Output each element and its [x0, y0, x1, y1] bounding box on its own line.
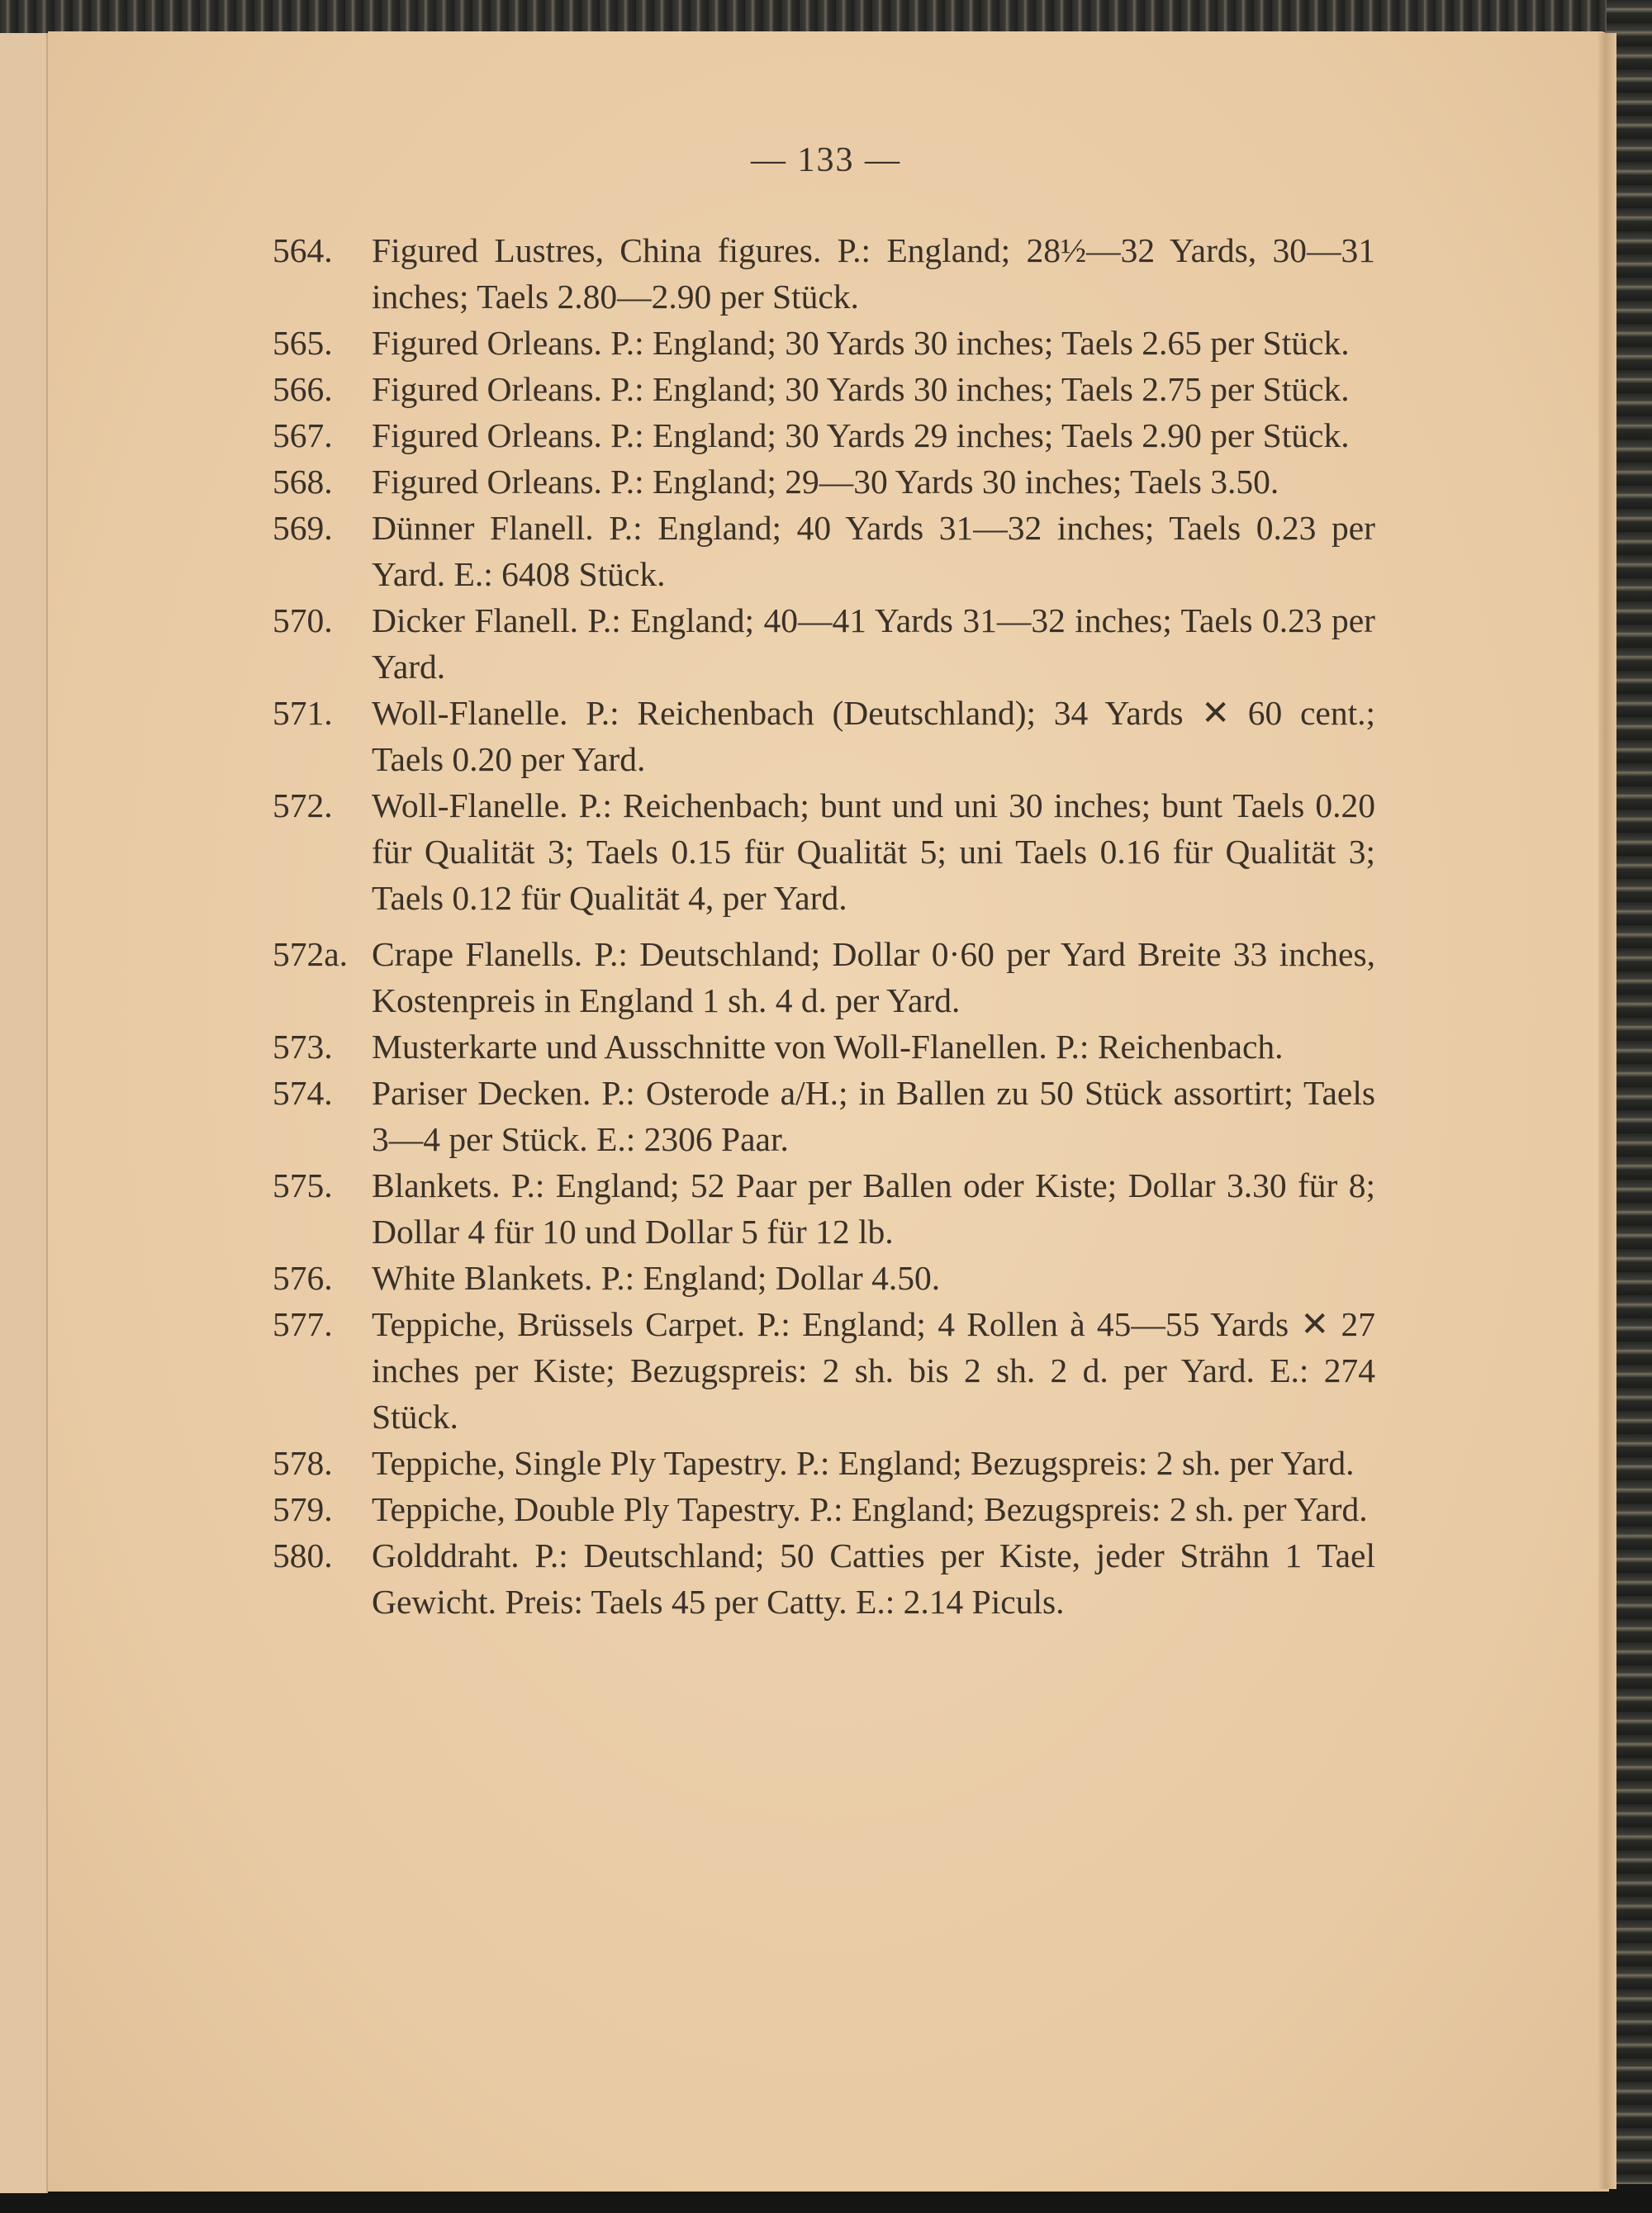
entry-number: 564.: [273, 231, 333, 269]
entry-number: 577.: [273, 1305, 333, 1343]
catalog-entry: [273, 227, 1375, 320]
entry-number: 572a.: [273, 935, 349, 973]
catalog-entry: [273, 1440, 1375, 1486]
entry-text: Figured Orleans. P.: England; 30 Yards 30 inches; Taels 2.75 per Stück.: [372, 370, 1350, 408]
entry-number: 579.: [273, 1490, 333, 1528]
entry-number: 574.: [273, 1074, 333, 1112]
entry-text: White Blankets. P.: England; Dollar 4.50.: [372, 1259, 941, 1297]
entry-number: 576.: [273, 1259, 333, 1297]
entry-number: 569.: [273, 509, 333, 547]
catalog-entry: [273, 458, 1375, 505]
entry-number: 567.: [273, 416, 333, 454]
catalog-entry: [273, 1070, 1375, 1162]
page-number: — 133 —: [751, 141, 901, 179]
catalog-entry: [273, 931, 1375, 1023]
entry-number: 565.: [273, 324, 333, 362]
entry-number: 571.: [273, 694, 333, 732]
entry-text: Figured Orleans. P.: England; 30 Yards 30 inches; Taels 2.65 per Stück.: [372, 324, 1350, 362]
catalog-entries: [273, 227, 1375, 1625]
catalog-entry: [273, 366, 1375, 412]
catalog-entry: [273, 1023, 1375, 1070]
entry-text: Dicker Flanell. P.: England; 40—41 Yards 31—32 inches; Taels 0.23 per Yard.: [372, 601, 1375, 686]
catalog-entry: [273, 690, 1375, 782]
entry-number: 568.: [273, 463, 333, 501]
entry-number: 578.: [273, 1444, 333, 1482]
catalog-entry: [273, 782, 1375, 921]
entry-text: Dünner Flanell. P.: England; 40 Yards 31—32 inches; Taels 0.23 per Yard. E.: 6408 Stück.: [372, 509, 1375, 593]
entry-text: Figured Orleans. P.: England; 29—30 Yards 30 inches; Taels 3.50.: [372, 463, 1279, 501]
entry-text: Woll-Flanelle. P.: Reichenbach (Deutschland); 34 Yards ✕ 60 cent.; Taels 0.20 per Yard.: [372, 694, 1375, 778]
entry-text: Pariser Decken. P.: Osterode a/H.; in Ballen zu 50 Stück assortirt; Taels 3—4 per Stück. E.: 2306 Paar.: [372, 1074, 1375, 1158]
entry-number: 580.: [273, 1536, 333, 1574]
catalog-entry: [273, 412, 1375, 458]
entry-number: 566.: [273, 370, 333, 408]
entry-text: Blankets. P.: England; 52 Paar per Ballen oder Kiste; Dollar 3.30 für 8; Dollar 4 für 10 und Dollar 5 für 12 lb.: [372, 1166, 1375, 1251]
entry-text: Crape Flanells. P.: Deutschland; Dollar 0·60 per Yard Breite 33 inches, Kostenpreis in England 1 sh. 4 d. per Yard.: [372, 935, 1375, 1019]
entry-text: Figured Lustres, China figures. P.: England; 28½—32 Yards, 30—31 inches; Taels 2.80—2.90 per Stück.: [372, 231, 1375, 316]
previous-page-edge: [0, 33, 48, 2193]
catalog-entry: [273, 320, 1375, 366]
catalog-entry: [273, 1301, 1375, 1440]
entry-number: 573.: [273, 1028, 333, 1066]
entry-number: 572.: [273, 786, 333, 824]
catalog-entry: [273, 1162, 1375, 1255]
page-stack-edge: [1598, 33, 1616, 2189]
entry-text: Teppiche, Brüssels Carpet. P.: England; 4 Rollen à 45—55 Yards ✕ 27 inches per Kiste; Bezugspreis: 2 sh. bis 2 sh. 2 d. per Yard. E.: 274 Stück.: [372, 1305, 1375, 1436]
entry-text: Woll-Flanelle. P.: Reichenbach; bunt und uni 30 inches; bunt Taels 0.20 für Qualität 3; Taels 0.15 für Qualität 5; uni Taels 0.16 für Qualität 3; Taels 0.12 für Qualität 4, per Yard.: [372, 786, 1375, 917]
catalog-entry: [273, 1486, 1375, 1532]
catalog-entry: [273, 597, 1375, 690]
entry-text: Teppiche, Double Ply Tapestry. P.: England; Bezugspreis: 2 sh. per Yard.: [372, 1490, 1368, 1528]
entry-text: Golddraht. P.: Deutschland; 50 Catties per Kiste, jeder Strähn 1 Tael Gewicht. Preis: Taels 45 per Catty. E.: 2.14 Piculs.: [372, 1536, 1375, 1621]
entry-text: Teppiche, Single Ply Tapestry. P.: England; Bezugspreis: 2 sh. per Yard.: [372, 1444, 1355, 1482]
entry-text: Musterkarte und Ausschnitte von Woll-Flanellen. P.: Reichenbach.: [372, 1028, 1284, 1066]
catalog-entry: [273, 1255, 1375, 1301]
entry-number: 570.: [273, 601, 333, 639]
entry-number: 575.: [273, 1166, 333, 1204]
catalog-entry: [273, 1532, 1375, 1625]
entry-text: Figured Orleans. P.: England; 30 Yards 29 inches; Taels 2.90 per Stück.: [372, 416, 1350, 454]
catalog-entry: [273, 505, 1375, 597]
